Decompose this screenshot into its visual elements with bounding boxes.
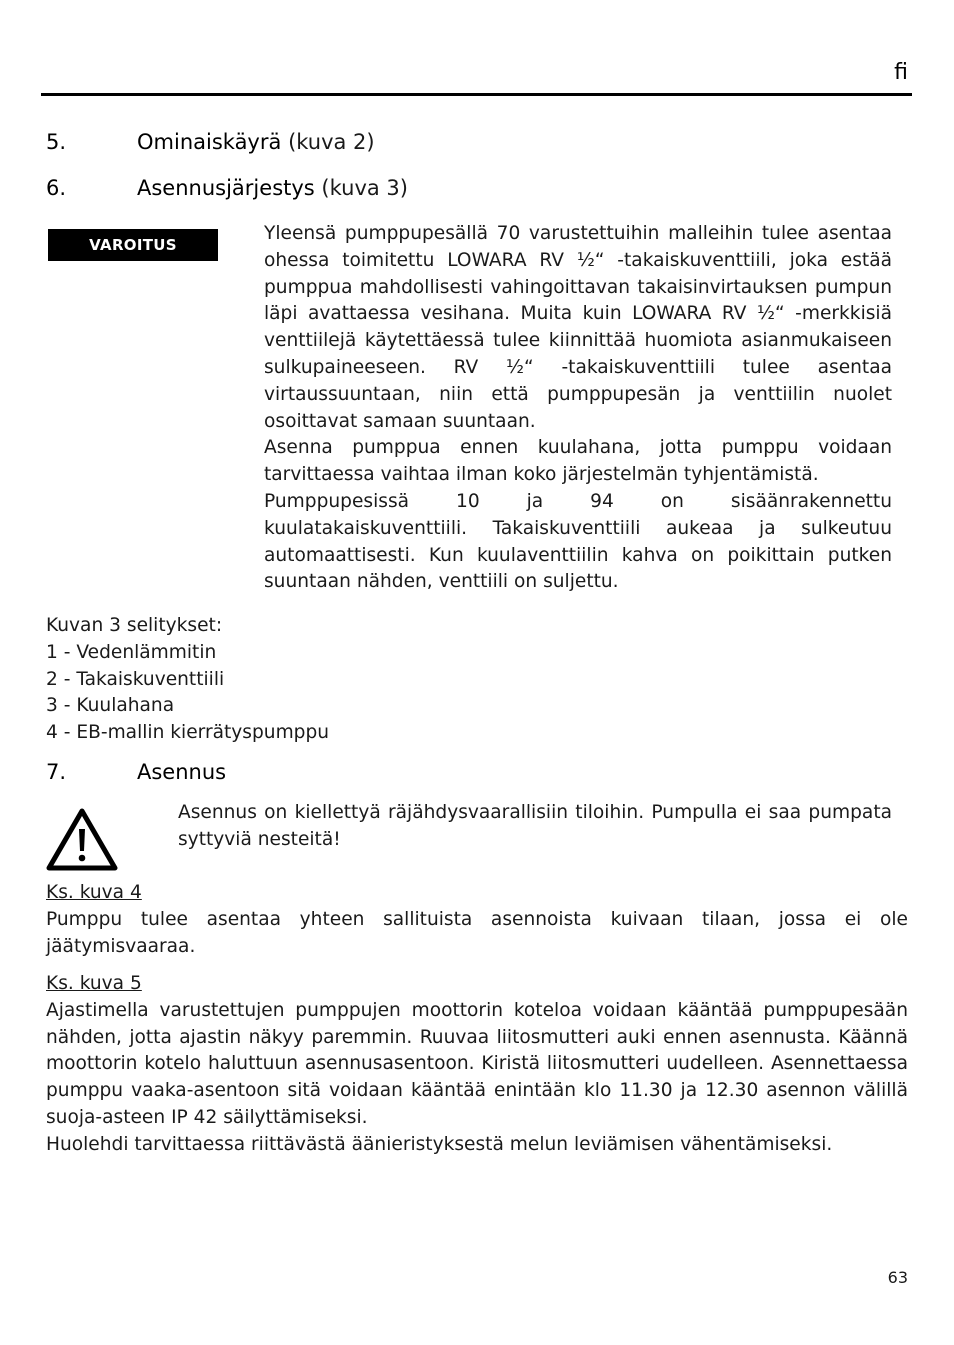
section-6-paragraph: Pumppupesissä 10 ja 94 on sisäänrakennettu kuulatakaiskuventtiili. Takaiskuventtiili aukeaa ja sulkeutuu automaattisesti. Kun kuulaventtiilin kahva on poikittain putken suuntaan nähden, venttiili on suljettu. (264, 490, 892, 593)
figure-3-legend (46, 613, 329, 747)
legend-title: Kuvan 3 selitykset: (46, 615, 223, 636)
header-rule (41, 93, 912, 96)
section-6-heading (46, 176, 408, 200)
installation-warning-text: Asennus on kiellettyä räjähdysvaarallisiin tiloihin. Pumpulla ei saa pumpata syttyviä nesteitä! (178, 802, 892, 850)
legend-item: 2 - Takaiskuventtiili (46, 668, 225, 690)
figure-5-text: Ajastimella varustettujen pumppujen moottorin koteloa voidaan kääntää pumppupesään nähden, jotta ajastin näkyy paremmin. Ruuvaa liitosmutteri auki ennen asennusta. Käännä moottorin kotelo haluttuun asennusasentoon. Kiristä liitosmutteri uudelleen. Asennettaessa pumppu vaaka-asentoon sitä voidaan kääntää enintään klo 11.30 ja 12.30 asennon välillä suoja-asteen IP 42 säilyttämiseksi. (46, 999, 908, 1128)
noise-insulation-text: Huolehdi tarvittaessa riittävästä äänieristyksestä melun leviämisen vähentämiseksi. (46, 1133, 833, 1155)
section-5-heading (46, 130, 375, 154)
legend-item: 4 - EB-mallin kierrätyspumppu (46, 722, 330, 744)
section-6-paragraph: Yleensä pumppupesällä 70 varustettuihin malleihin tulee asentaa ohessa toimitettu LOWARA RV ½“ -takaiskuventtiili, joka estää pumppua mahdollisesti vahingoittavan takaisinvirtauksen pumpun läpi avattaessa vesihana. Muita kuin LOWARA RV ½“ -merkkisiä venttiilejä käytettäessä tulee kiinnittää huomiota asianmukaiseen sulkupaineeseen. RV ½“ -takaiskuventtiili tulee asentaa virtaussuuntaan, niin että pumppupesän ja venttiilin nuolet osoittavat samaan suuntaan. (264, 223, 892, 432)
section-6-ref: (kuva 3) (321, 176, 408, 200)
section-5-ref: (kuva 2) (288, 130, 375, 154)
section-7-title: Asennus (137, 760, 227, 784)
section-6-number: 6. (46, 176, 67, 200)
legend-item: 3 - Kuulahana (46, 695, 175, 717)
installation-figure-5-block (46, 971, 908, 1159)
figure-4-reference: Ks. kuva 4 (46, 882, 142, 903)
warning-triangle-icon (46, 807, 118, 871)
section-6-paragraph: Asenna pumppua ennen kuulahana, jotta pumppu voidaan tarvittaessa vaihtaa ilman koko järjestelmän tyhjentämistä. (264, 437, 892, 486)
section-6-title: Asennusjärjestys (137, 176, 315, 200)
figure-4-text: Pumppu tulee asentaa yhteen sallituista asennoista kuivaan tilaan, jossa ei ole jäätymisvaaraa. (46, 908, 908, 957)
section-7-number: 7. (46, 760, 67, 784)
warning-badge: VAROITUS (48, 229, 218, 261)
legend-item: 1 - Vedenlämmitin (46, 641, 217, 663)
section-7-heading (46, 760, 226, 784)
section-5-title: Ominaiskäyrä (137, 130, 282, 154)
page-number: 63 (887, 1268, 908, 1287)
section-5-number: 5. (46, 130, 67, 154)
section-6-body (264, 221, 892, 596)
language-code: fi (894, 60, 908, 85)
installation-figure-4-block (46, 880, 908, 960)
figure-5-reference: Ks. kuva 5 (46, 973, 142, 994)
